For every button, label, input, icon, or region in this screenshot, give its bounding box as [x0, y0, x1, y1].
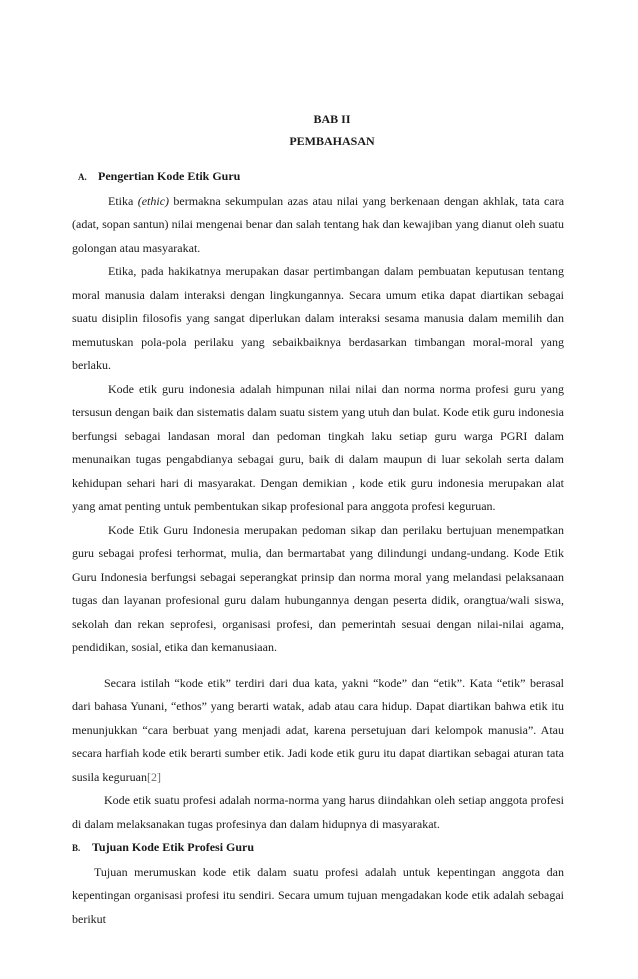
paragraph-etika-definition	[72, 190, 564, 261]
section-a-marker: A.	[78, 172, 87, 182]
paragraph-etika-hakikat: Etika, pada hakikatnya merupakan dasar pertimbangan dalam pembuatan keputusan tentang moral manusia dalam interaksi dengan lingkungannya. Secara umum etika dapat diartikan sebagai suatu disiplin filosofis yang sangat diperlukan dalam interaksi sesama manusia dalam memilih dan memutuskan pola-pola perilaku yang sebaikbaiknya berdasarkan timbangan moral-moral yang berlaku.	[72, 264, 564, 372]
paragraph-tujuan-kode-etik: Tujuan merumuskan kode etik dalam suatu profesi adalah untuk kepentingan anggota dan kepentingan organisasi profesi itu sendiri. Secara umum tujuan mengadakan kode etik adalah sebagai berikut	[72, 864, 564, 926]
ethic-term: (ethic)	[137, 193, 170, 208]
etika-lead-word: Etika	[108, 193, 134, 208]
chapter-title: PEMBAHASAN	[289, 134, 375, 148]
section-b-heading	[72, 836, 564, 861]
section-b-title: Tujuan Kode Etik Profesi Guru	[92, 840, 255, 854]
paragraph-kode-etik-profesi: Kode etik suatu profesi adalah norma-norma yang harus diindahkan oleh setiap anggota profesi di dalam melaksanakan tugas profesinya dan dalam hidupnya di masyarakat.	[72, 793, 564, 831]
paragraph-kode-etik-pedoman: Kode Etik Guru Indonesia merupakan pedoman sikap dan perilaku bertujuan menempatkan guru sebagai profesi terhormat, mulia, dan bermartabat yang dilindungi undang-undang. Kode Etik Guru Indonesia berfungsi sebagai seperangkat prinsip dan norma moral yang melandasi pelaksanaan tugas dan layanan profesional guru dalam hubungannya dengan peserta didik, orangtua/wali siswa, sekolah dan rekan seprofesi, organisasi profesi, dan pemerintah sesuai dengan nilai-nilai agama, pendidikan, sosial, etika dan kemanusiaan.	[72, 522, 564, 654]
etika-definition-text: bermakna sekumpulan azas atau nilai yang berkenaan dengan akhlak, tata cara (adat, sopan santun) nilai mengenai benar dan salah tentang hak dan kewajiban yang dianut oleh suatu golongan atau masyarakat.	[72, 193, 565, 255]
section-a-heading	[72, 165, 564, 190]
istilah-text: Secara istilah “kode etik” terdiri dari dua kata, yakni “kode” dan “etik”. Kata “etik” berasal dari bahasa Yunani, “ethos” yang berarti watak, adab atau cara hidup. Dapat diartikan bahwa etik itu menunjukkan “cara berbuat yang menjadi adat, karena persetujuan dari kelompok manusia”. Atau secara harfiah kode etik berarti sumber etik. Jadi kode etik guru itu dapat diartikan sebagai aturan tata susila keguruan	[72, 675, 564, 784]
section-a-title: Pengertian Kode Etik Guru	[98, 169, 241, 183]
citation-reference: [2]	[146, 769, 161, 784]
chapter-heading: BAB II	[313, 112, 351, 126]
section-b-marker: B.	[72, 843, 81, 853]
page-content	[72, 108, 564, 931]
paragraph-istilah-kode-etik	[72, 672, 564, 790]
paragraph-kode-etik-guru-indonesia: Kode etik guru indonesia adalah himpunan nilai nilai dan norma norma profesi guru yang tersusun dengan baik dan sistematis dalam suatu sistem yang utuh dan bulat. Kode etik guru indonesia berfungsi sebagai landasan moral dan pedoman tingkah laku setiap guru warga PGRI dalam menunaikan tugas pengabdianya sebagai guru, baik di dalam maupun di luar sekolah serta dalam kehidupan sehari hari di masyarakat. Dengan demikian , kode etik guru indonesia merupakan alat yang amat penting untuk pembentukan sikap profesional para anggota profesi keguruan.	[72, 381, 564, 513]
